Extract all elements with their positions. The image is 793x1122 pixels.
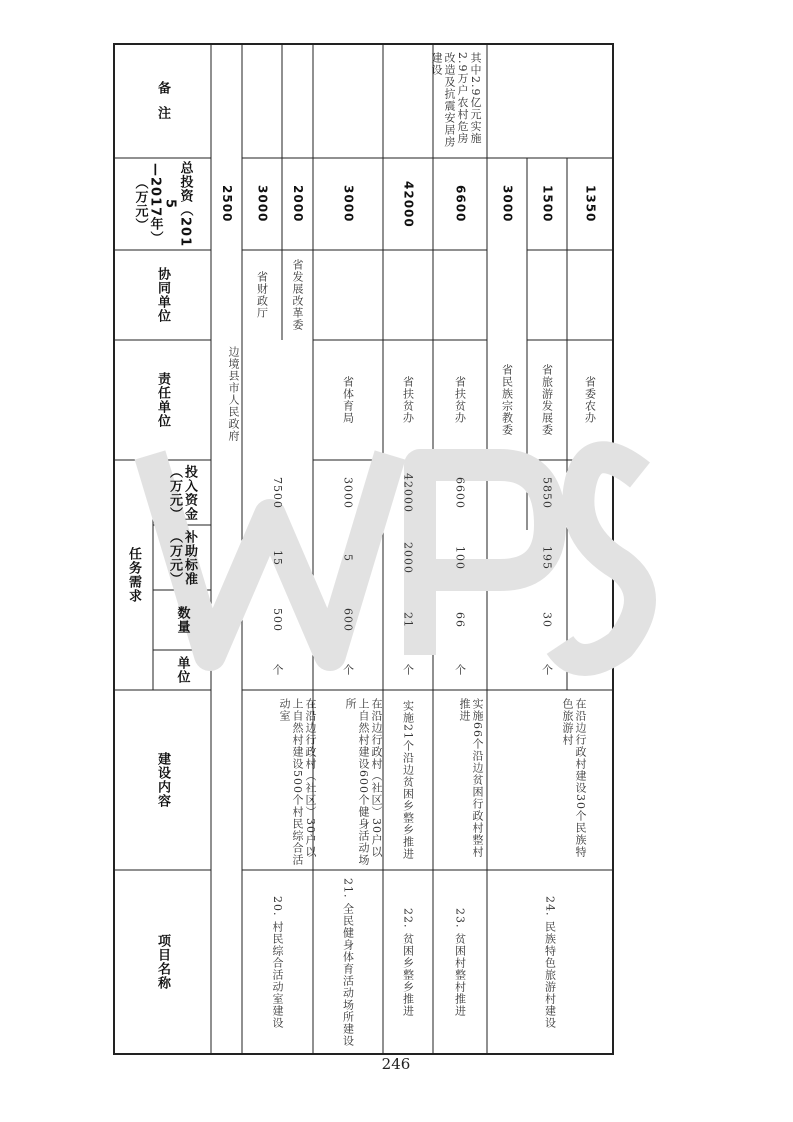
header-total-invest: 总投资（2015 —2017年） （万元）: [132, 160, 193, 248]
row23-unit: 个: [453, 664, 467, 676]
row24-subsidy: 195: [540, 545, 554, 570]
row24-resp-c: 省委农办: [583, 376, 597, 424]
row24-name: 24. 民族特色旅游村建设: [543, 895, 557, 1029]
row22-qty: 21: [401, 612, 415, 628]
row22-remark: 其中2.9亿元实施2.9万户农村危房改造及抗震安居房建设: [430, 52, 482, 148]
row20-unit: 个: [271, 664, 284, 676]
row20-resp: 边境县市人民政府: [227, 346, 240, 442]
row24-resp-a: 省民族宗教委: [500, 364, 514, 436]
header-responsible: 责任单位: [155, 372, 170, 428]
row24-total-b: 1500: [540, 185, 555, 223]
row20-coord-a: 省财政厅: [255, 271, 269, 319]
header-project-name: 项目名称: [155, 934, 170, 990]
row22-content: 实施21个沿边贫困乡整乡推进: [401, 700, 415, 860]
row21-name: 21. 全民健身体育活动场所建设: [341, 877, 355, 1047]
row20-qty: 500: [271, 608, 284, 632]
row20-total-a: 2500: [220, 185, 234, 223]
row24-content: 在沿边行政村建设30个民族特色旅游村: [561, 698, 587, 858]
row20-subsidy: 15: [271, 549, 284, 566]
row20-content: 在沿边行政村（社区）30户以上自然村建设500个村民综合活动室: [278, 698, 317, 866]
header-quantity: 数量: [174, 606, 190, 634]
header-task-demand: 任务需求: [126, 547, 141, 603]
header-unit: 单位: [174, 656, 190, 684]
header-coordinate: 协同单位: [155, 267, 170, 323]
row24-total-a: 3000: [500, 185, 515, 223]
row23-subsidy: 100: [453, 545, 467, 570]
row20-coord-b: 省发展改革委: [291, 259, 304, 331]
row23-content: 实施66个沿边贫困行政村整村推进: [458, 698, 484, 858]
row23-total: 6600: [453, 185, 468, 223]
row22-resp: 省扶贫办: [401, 376, 415, 424]
row21-unit: 个: [341, 664, 355, 676]
row24-unit: 个: [540, 664, 554, 676]
row20-fund: 7500: [271, 476, 284, 509]
row22-name: 22. 贫困乡整乡推进: [401, 907, 415, 1017]
row22-fund: 42000: [401, 472, 415, 513]
row20-name: 20. 村民综合活动室建设: [271, 895, 284, 1029]
row24-resp-b: 省旅游发展委: [540, 364, 554, 436]
header-build-content: 建设内容: [155, 752, 170, 808]
row20-total-b: 3000: [255, 185, 270, 223]
row22-subsidy: 2000: [401, 541, 415, 574]
row21-fund: 3000: [341, 476, 355, 509]
row24-total-c: 1350: [583, 185, 598, 223]
header-subsidy: 补助标准 （万元）: [167, 529, 197, 586]
row20-total-c: 2000: [291, 185, 305, 223]
row21-subsidy: 5: [341, 553, 355, 562]
header-invest-fund: 投入资金 （万元）: [167, 464, 197, 521]
row21-total: 3000: [341, 185, 356, 223]
row22-total: 42000: [401, 180, 416, 228]
row23-resp: 省扶贫办: [453, 376, 467, 424]
row21-content: 在沿边行政村（社区）30户以上自然村建设600个健身活动场所: [344, 698, 383, 866]
row21-qty: 600: [341, 608, 355, 632]
row24-fund: 5850: [540, 476, 554, 509]
row24-qty: 30: [540, 612, 554, 628]
row23-fund: 6600: [453, 476, 467, 509]
row23-name: 23. 贫困村整村推进: [453, 907, 467, 1017]
row22-unit: 个: [401, 664, 415, 676]
row21-resp: 省体育局: [341, 376, 355, 424]
header-remarks: 备 注: [155, 81, 170, 121]
page-number: 246: [381, 1055, 411, 1073]
row23-qty: 66: [453, 612, 467, 628]
